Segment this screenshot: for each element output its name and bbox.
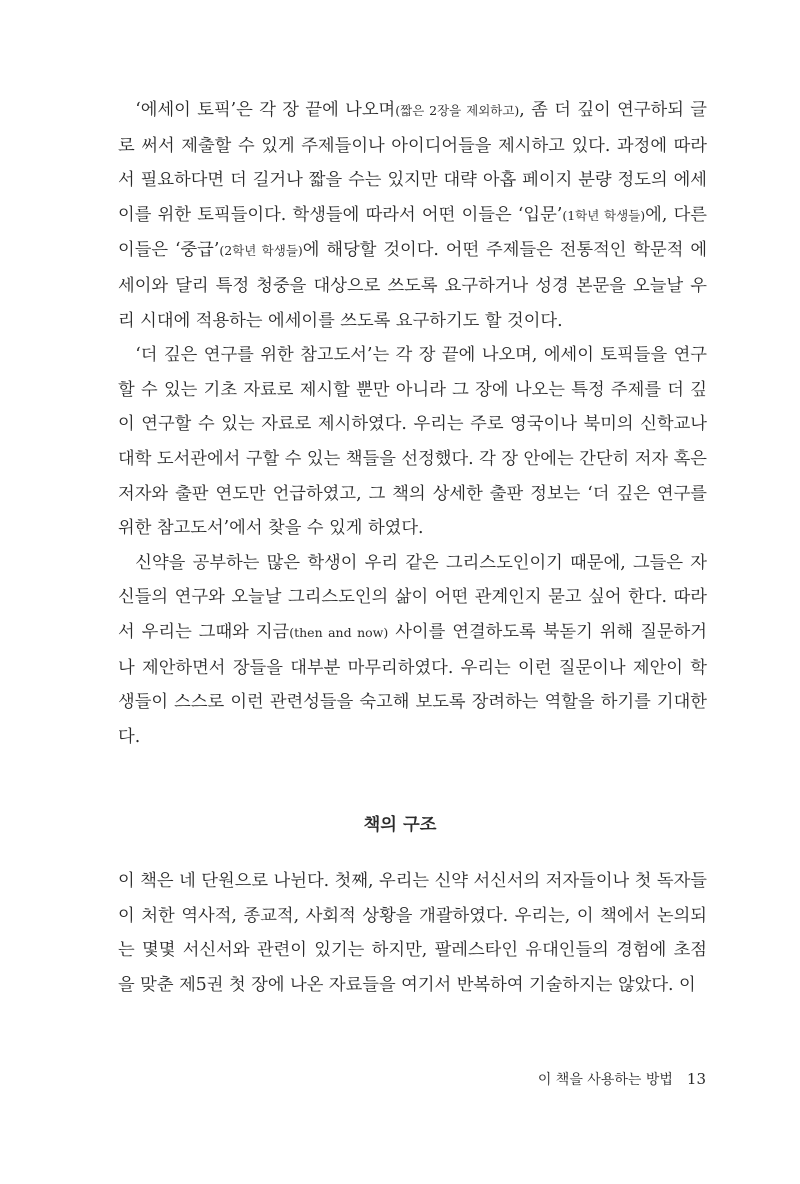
text-run: 에, 다른 이들은 ‘중급’ xyxy=(118,204,707,261)
paragraph-then-and-now xyxy=(118,546,707,755)
running-title: 이 책을 사용하는 방법 xyxy=(537,1072,673,1088)
inline-note: (1학년 학생들) xyxy=(562,207,646,223)
structure-text-block xyxy=(118,864,707,1002)
text-run: , 좀 더 깊이 연구하되 글로 써서 제출할 수 있게 주제들이나 아이디어들을 제시하고 있다. 과정에 따라서 필요하다면 더 길거나 짧을 수는 있지만 대략 아홉 페이지 분량 정도의 에세이를 위한 토픽들이다. 학생들에 따라서 어떤 이들은 ‘입문’ xyxy=(118,100,707,225)
inline-note: (then and now) xyxy=(289,624,389,640)
text-run: 신약을 공부하는 많은 학생이 우리 같은 그리스도인이기 때문에, 그들은 자신들의 연구와 오늘날 그리스도인의 삶이 어떤 관계인지 묻고 싶어 한다. 따라서 우리는 그때와 지금 xyxy=(118,552,707,642)
text-run: 에 해당할 것이다. 어떤 주제들은 전통적인 학문적 에세이와 달리 특정 청중을 대상으로 쓰도록 요구하거나 성경 본문을 오늘날 우리 시대에 적용하는 에세이를 쓰도록 요구하기도 할 것이다. xyxy=(118,240,708,331)
inline-note: (2학년 학생들) xyxy=(219,243,303,259)
inline-note: (짧은 2장을 제외하고) xyxy=(395,103,520,118)
text-run: 사이를 연결하도록 북돋기 위해 질문하거나 제안하면서 장들을 대부분 마무리하였다. 우리는 이런 질문이나 제안이 학생들이 스스로 이런 관련성들을 숙고해 보도록 장려하는 역할을 하기를 기대한다. xyxy=(118,621,707,747)
page-number: 13 xyxy=(686,1070,706,1088)
text-run: ‘에세이 토픽’은 각 장 끝에 나오며 xyxy=(135,100,396,120)
paragraph-further-reading: ‘더 깊은 연구를 위한 참고도서’는 각 장 끝에 나오며, 에세이 토픽들을 연구할 수 있는 기초 자료로 제시할 뿐만 아니라 그 장에 나오는 특정 주제를 더 깊이 연구할 수 있는 자료로 제시하였다. 우리는 주로 영국이나 북미의 신학교나 대학 도서관에서 구할 수 있는 책들을 선정했다. 각 장 안에는 간단히 저자 혹은 저자와 출판 연도만 언급하였고, 그 책의 상세한 출판 정보는 ‘더 깊은 연구를 위한 참고도서’에서 찾을 수 있게 하였다. xyxy=(118,345,707,539)
intro-text-block xyxy=(118,93,707,754)
page-footer xyxy=(538,1068,706,1091)
paragraph-book-structure: 이 책은 네 단원으로 나뉜다. 첫째, 우리는 신약 서신서의 저자들이나 첫 독자들이 처한 역사적, 종교적, 사회적 상황을 개괄하였다. 우리는, 이 책에서 논의되는 몇몇 서신서와 관련이 있기는 하지만, 팔레스타인 유대인들의 경험에 초점을 맞춘 제5권 첫 장에 나온 자료들을 여기서 반복하여 기술하지는 않았다. 이 xyxy=(118,871,707,995)
paragraph-essay-topics xyxy=(118,93,707,338)
section-heading: 책의 구조 xyxy=(363,815,437,835)
